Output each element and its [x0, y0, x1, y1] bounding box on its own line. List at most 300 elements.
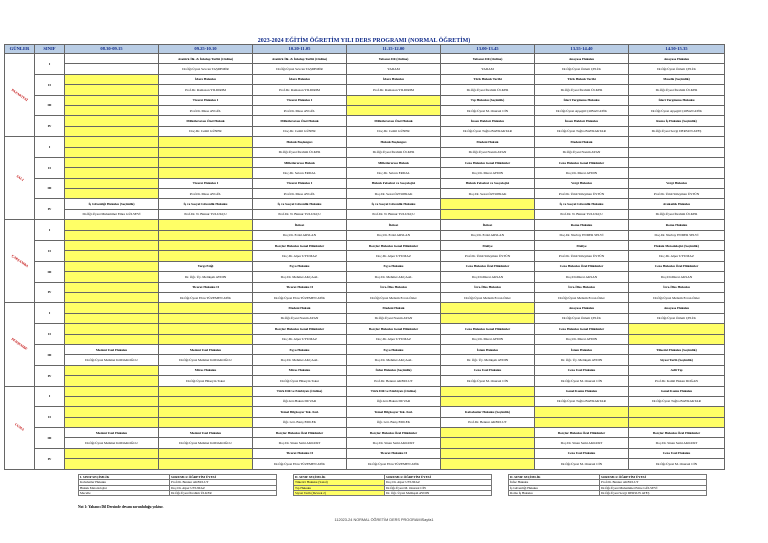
instructor-name: Doç.Dr. Sezai ÖZTOPRAK	[441, 189, 535, 199]
schedule-row	[5, 292, 725, 302]
schedule-row	[5, 178, 725, 188]
schedule-row	[5, 438, 725, 448]
course-name: Ceza Hukuku Özel Hükümler	[441, 261, 535, 271]
instructor-name: Dr.Öğr.Üyesi Tuğba BAYRAKTAR	[441, 126, 535, 136]
instructor-name: Doç.Dr. Selcen ERDAL	[347, 168, 441, 178]
instructor-name: Doç.Dr. Alper UYUMAZ	[629, 251, 725, 261]
instructor-name	[629, 334, 725, 344]
instructor-name	[159, 137, 253, 147]
course-name: Vergi Hukuku	[535, 178, 629, 188]
course-name: Ceza Usul Hukuku	[629, 448, 725, 458]
instructor-name: Dr.Öğr.Üyesi İbrahim ÜLKER	[441, 85, 535, 95]
course-name: Medeni Usul Hukuku	[159, 344, 253, 354]
instructor-name	[629, 137, 725, 147]
day-label	[5, 303, 35, 386]
course-name: İslam Hukuku	[441, 344, 535, 354]
instructor-name: Doç.Dr. Cemil GÜNER	[253, 126, 347, 136]
schedule-row	[5, 324, 725, 334]
instructor-name: YADAM	[347, 64, 441, 74]
course-name: İktisat	[441, 220, 535, 230]
instructor-name: Doç.Dr. Sinan Sami AKKURT	[629, 438, 725, 448]
course-name: Temel Bilgisayar Tek. Kul.	[253, 407, 347, 417]
schedule-row	[5, 417, 725, 427]
course-name: İş Güvenliği Hukuku (Seçimlik)	[65, 199, 159, 209]
course-name: Medeni Hukuk	[441, 137, 535, 147]
course-name: Avukatlık Hukuku	[629, 199, 725, 209]
schedule-table	[4, 44, 725, 470]
instructor-name	[441, 303, 535, 313]
instructor-name: Dr.Öğr.Üyesi Mehmet KODAKOĞLU	[65, 438, 159, 448]
course-name: İslam Hukuku	[535, 344, 629, 354]
instructor-name: Dr.Öğr.Üyesi Sevgi DERSUN ATEŞ	[629, 126, 725, 136]
course-name: Hukuk Felsefesi ve Sosyolojisi	[441, 178, 535, 188]
instructor-name: Dr. Öğr. Üy. Melikşah AYDIN	[159, 272, 253, 282]
legend-row	[79, 485, 707, 490]
course-name: Türk Hukuk Tarihi	[441, 74, 535, 84]
course-name: Temel Bilgisayar Tek. Kul.	[347, 407, 441, 417]
course-name: Ticaret Hukuku II	[159, 282, 253, 292]
legend-instructor: Dr.Öğr.Üyesi İbrahim ÜLKER	[170, 490, 277, 495]
instructor-name	[65, 282, 159, 292]
instructor-name: Prof.Dr. N. Binnur TULUKÇU	[535, 209, 629, 219]
instructor-name	[629, 168, 725, 178]
instructor-name: Dr.Öğr.Üyesi M. Onursal CİN	[441, 105, 535, 115]
instructor-name: Dr.Öğr.Üyesi Nazım AYAN	[535, 147, 629, 157]
legend-gap	[277, 490, 294, 495]
legend-course: Siyasi Tarih (Devrek 2)	[294, 490, 385, 495]
instructor-name	[65, 54, 159, 64]
course-name: Medeni Hukuk	[347, 303, 441, 313]
course-name: Milletlerarası Özel Hukuk	[347, 116, 441, 126]
elective-legend	[78, 474, 707, 496]
course-name: İdari Yargılama Hukuku	[629, 95, 725, 105]
instructor-name: Doç.Dr. Cemil GÜNER	[159, 126, 253, 136]
legend-instructor: Dr. Öğr. Üyesi Melikşah AYDIN	[385, 490, 492, 495]
instructor-name	[65, 95, 159, 105]
schedule-row	[5, 355, 725, 365]
instructor-name: Dr.Öğr.Üyesi Ayşegül ÇOBAN ATİK	[535, 105, 629, 115]
schedule-row	[5, 199, 725, 209]
instructor-name: Doç.Dr. Cemil GÜNER	[347, 126, 441, 136]
schedule-row	[5, 251, 725, 261]
day-name: PERŞEMBE	[10, 337, 29, 352]
instructor-name: Dr.Öğr.Üyesi Hüseyin Tokat	[253, 376, 347, 386]
schedule-row	[5, 157, 725, 167]
course-name: İcra-İflas Hukuku	[441, 282, 535, 292]
course-name: Ticaret Hukuku I	[159, 178, 253, 188]
day-label	[5, 137, 35, 220]
course-name: İş ve Sosyal Güvenlik Hukuku	[253, 199, 347, 209]
instructor-name: Prof.Dr. Ümit Süleyman ÜSTÜN	[535, 189, 629, 199]
course-name: İcra-İflas Hukuku	[535, 282, 629, 292]
instructor-name: Doç.Dr. Sinan Sami AKKURT	[347, 438, 441, 448]
course-name: İktisat	[347, 220, 441, 230]
legend-header: SORUMLU ÖĞRETİM ÜYESİ	[170, 475, 277, 480]
column-header: GÜNLER	[5, 45, 35, 54]
course-name: Milletlerarası Hukuk	[347, 157, 441, 167]
course-name: İş ve Sosyal Güvenlik Hukuku	[347, 199, 441, 209]
legend-instructor: Prof.Dr. Bennur AKBULUT	[600, 480, 707, 485]
instructor-name: Doç.Dr.Murat AKSAN	[629, 272, 725, 282]
instructor-name	[159, 334, 253, 344]
legend-row	[79, 480, 707, 485]
course-name: Anayasa Hukuku	[629, 303, 725, 313]
class-level: II	[35, 324, 65, 345]
day-label	[5, 54, 35, 137]
column-header: 09.25-10.10	[159, 45, 253, 54]
instructor-name: Dr.Öğr.Üyesi Meltem Ercan Özler	[347, 292, 441, 302]
legend-instructor: Doç.Dr. Alper UYUMAZ	[385, 480, 492, 485]
instructor-name	[65, 126, 159, 136]
schedule-row	[5, 137, 725, 147]
instructor-name: Dr.Öğr.Üyesi İbrahim ÜLKER	[629, 85, 725, 95]
course-name: Ceza Hukuku Genel Hükümler	[535, 157, 629, 167]
legend-instructor: Dr.Öğr.Üyesi Sevgi DERSUN ATEŞ	[600, 490, 707, 495]
course-name: İnfaz Hukuku (Seçimlik)	[347, 365, 441, 375]
instructor-name: Dr.Öğr.Üyesi Nazım AYAN	[253, 313, 347, 323]
instructor-name	[159, 303, 253, 313]
instructor-name	[441, 313, 535, 323]
course-name: Yargı Etiği	[159, 261, 253, 271]
schedule-row	[5, 189, 725, 199]
course-name: Eşya Hukuku	[347, 261, 441, 271]
instructor-name	[629, 407, 725, 417]
instructor-name	[347, 105, 441, 115]
instructor-name	[629, 417, 725, 427]
course-name: Borçlar Hukuku Özel Hükümler	[253, 428, 347, 438]
instructor-name	[159, 147, 253, 157]
instructor-name: Doç.Dr.Murat AKSAN	[441, 272, 535, 282]
course-name: Roma Hukuku	[629, 220, 725, 230]
instructor-name: Prof.Dr. Musa AYGÜL	[253, 105, 347, 115]
instructor-name	[65, 272, 159, 282]
instructor-name: Doç.Dr. Mehmet AKÇAAL	[347, 272, 441, 282]
course-name: Miras Hukuku	[253, 365, 347, 375]
instructor-name: YADAM	[441, 64, 535, 74]
instructor-name: Dr.Öğr.Üyesi Ebru TÜZEMEN ATİK	[347, 459, 441, 469]
schedule-row	[5, 344, 725, 354]
course-name: Yabancı Dil (Online)	[347, 54, 441, 64]
instructor-name	[65, 324, 159, 334]
instructor-name	[65, 417, 159, 427]
instructor-name: Prof.Dr. Ümit Süleyman ÜSTÜN	[629, 189, 725, 199]
instructor-name	[65, 241, 159, 251]
instructor-name: Dr.Öğr.Üyesi M. Onursal CİN	[535, 376, 629, 386]
instructor-name	[65, 448, 159, 458]
instructor-name: Doç.Dr. Selcen ERDAL	[253, 168, 347, 178]
class-level: IV	[35, 365, 65, 386]
instructor-name: Dr.Öğr.Üyesi Muhammet Emre GÜLSEVİ	[65, 209, 159, 219]
day-name: ÇARŞAMBA	[10, 253, 29, 269]
instructor-name: Doç.Dr.Murat AKSAN	[535, 272, 629, 282]
course-name: Medeni Hukuk	[253, 303, 347, 313]
class-level: II	[35, 74, 65, 95]
course-name: İdare Hukuku	[159, 74, 253, 84]
class-level: II	[35, 241, 65, 262]
instructor-name: Dr.Öğr.Üyesi Mehmet KODAKOĞLU	[159, 355, 253, 365]
instructor-name	[159, 407, 253, 417]
legend-instructor: Dr.Öğr.Üyesi M. Onursal CİN	[385, 485, 492, 490]
column-header: 14.50-15.35	[629, 45, 725, 54]
instructor-name	[65, 376, 159, 386]
legend-header: SORUMLU ÖĞRETİM ÜYESİ	[385, 475, 492, 480]
instructor-name	[347, 95, 441, 105]
course-name: İcra-İflas Hukuku	[629, 282, 725, 292]
instructor-name	[441, 396, 535, 406]
instructor-name	[65, 396, 159, 406]
course-name: Milletlerarası Hukuk	[253, 157, 347, 167]
instructor-name: Dr.Öğr.Üyesi M. Onursal CİN	[629, 459, 725, 469]
class-level: I	[35, 220, 65, 241]
instructor-name	[159, 251, 253, 261]
course-name: Türk Dili ve Edebiyatı (Online)	[253, 386, 347, 396]
instructor-name: Öğr. Gör. Barış EMLEK	[347, 417, 441, 427]
legend-instructor: Doç.Dr. Alper UYUMAZ	[170, 485, 277, 490]
instructor-name	[65, 303, 159, 313]
class-level: I	[35, 54, 65, 75]
instructor-name: Dr.Öğr.Üyesi Özlem ÇELİK	[629, 64, 725, 74]
schedule-row	[5, 116, 725, 126]
instructor-name	[159, 386, 253, 396]
course-name: Medeni Hukuk	[535, 137, 629, 147]
course-name: İş ve Sosyal Güvenlik Hukuku	[159, 199, 253, 209]
instructor-name: Dr. Öğr. Üy. Melikşah AYDIN	[441, 355, 535, 365]
instructor-name	[629, 147, 725, 157]
course-name: Ticaret Hukuku II	[253, 282, 347, 292]
day-label	[5, 220, 35, 303]
instructor-name	[441, 459, 535, 469]
course-name: Meselle (Seçimlik)	[629, 74, 725, 84]
instructor-name	[159, 324, 253, 334]
course-name: Ticaret Hukuku I	[253, 95, 347, 105]
schedule-row	[5, 376, 725, 386]
course-name: İdare Hukuku	[253, 74, 347, 84]
course-name: Tıp Hukuku (Seçimlik)	[441, 95, 535, 105]
course-name: Borçlar Hukuku Genel Hükümler	[347, 324, 441, 334]
instructor-name: Doç.Dr. Murat AYDIN	[441, 168, 535, 178]
instructor-name: Prof.Dr. N. Binnur TULUKÇU	[253, 209, 347, 219]
legend-header: II. SINIF SEÇİMLİK	[294, 475, 385, 480]
instructor-name	[159, 220, 253, 230]
instructor-name	[441, 438, 535, 448]
schedule-row	[5, 448, 725, 458]
class-level: III	[35, 95, 65, 116]
instructor-name: Prof.Dr. Ümit Süleyman ÜSTÜN	[441, 251, 535, 261]
legend-row	[79, 490, 707, 495]
course-name: Borçlar Hukuku Genel Hükümler	[347, 241, 441, 251]
course-name: Ticaret Hukuku I	[159, 95, 253, 105]
column-header: SINIF	[35, 45, 65, 54]
note: Not 1: Yabancı Dil Dersinde devam zorunluluğu yoktur.	[78, 505, 164, 509]
instructor-name: Öğr.Gör.Hakan DUVAR	[253, 396, 347, 406]
legend-header: I. SINIF SEÇİMLİK	[79, 475, 170, 480]
instructor-name	[65, 230, 159, 240]
legend-course: Tüketici Hukuku (Sanal)	[294, 480, 385, 485]
instructor-name	[65, 386, 159, 396]
course-name: Borçlar Hukuku Genel Hükümler	[253, 324, 347, 334]
instructor-name	[65, 85, 159, 95]
instructor-name	[441, 386, 535, 396]
instructor-name: Doç.Dr. Alper UYUMAZ	[347, 251, 441, 261]
instructor-name: Dr.Öğr.Üyesi Tuğba BAYRAKTAR	[629, 396, 725, 406]
instructor-name: Dr.Öğr.Üyesi İbrahim ÜLKER	[253, 147, 347, 157]
instructor-name: Doç.Dr. Murat AYDIN	[441, 334, 535, 344]
class-level: III	[35, 178, 65, 199]
instructor-name	[65, 105, 159, 115]
legend-course: Hukuk Metodolojisi	[79, 485, 170, 490]
instructor-name: Prof.Dr. Ümit Süleyman ÜSTÜN	[535, 251, 629, 261]
legend-course: İş Güvenliği Hukuku	[509, 485, 600, 490]
course-name: Ceza Usul Hukuku	[535, 448, 629, 458]
instructor-name	[65, 220, 159, 230]
instructor-name: Öğr. Gör. Barış EMLEK	[253, 417, 347, 427]
instructor-name	[65, 334, 159, 344]
course-name: Ceza Hukuku Genel Hükümler	[441, 157, 535, 167]
instructor-name: Doç.Dr. Alper UYUMAZ	[347, 334, 441, 344]
instructor-name: Doç.Dr. Mehmet AKÇAAL	[253, 355, 347, 365]
course-name: Eşya Hukuku	[253, 344, 347, 354]
schedule-row	[5, 105, 725, 115]
course-name: Genel Kamu Hukuku	[629, 386, 725, 396]
instructor-name	[629, 324, 725, 334]
course-name: Ticaret Hukuku II	[253, 448, 347, 458]
instructor-name	[629, 157, 725, 167]
legend-header: II. SINIF SEÇİMLİK	[509, 475, 600, 480]
course-name: Kabahatler Hukuku (Seçimlik)	[441, 407, 535, 417]
column-header: 13.00-13.45	[441, 45, 535, 54]
instructor-name	[159, 157, 253, 167]
schedule-row	[5, 220, 725, 230]
course-name: Adli Tıp	[629, 365, 725, 375]
column-header: 08.30-09.15	[65, 45, 159, 54]
instructor-name: Dr.Öğr.Üyesi Meltem Ercan Özler	[629, 292, 725, 302]
day-name: SALI	[15, 174, 24, 183]
legend-row	[79, 475, 707, 480]
instructor-name: Prof.Dr. Bennur AKBULUT	[441, 417, 535, 427]
instructor-name: Dr.Öğr.Üyesi Özlem ÇELİK	[535, 64, 629, 74]
schedule-row	[5, 147, 725, 157]
course-name: Eşya Hukuku	[347, 344, 441, 354]
instructor-name: Doç.Dr. Nurbay ENDER SELVİ	[629, 230, 725, 240]
class-level: I	[35, 137, 65, 158]
schedule-row	[5, 261, 725, 271]
course-name: Maliye	[535, 241, 629, 251]
instructor-name	[535, 407, 629, 417]
course-name: Hukuk Felsefesi ve Sosyolojisi	[347, 178, 441, 188]
instructor-name: Prof.Dr. Ramazan YILDIRIM	[253, 85, 347, 95]
schedule-row	[5, 241, 725, 251]
legend-course: İnfaz Hukuku	[509, 480, 600, 485]
schedule-row	[5, 303, 725, 313]
instructor-name: Doç.Dr. Nurbay ENDER SELVİ	[535, 230, 629, 240]
schedule-row	[5, 386, 725, 396]
instructor-name: Dr.Öğr.Üyesi Sevcan TAŞDEMİR	[159, 64, 253, 74]
course-name: Yabancı Dil (Online)	[441, 54, 535, 64]
course-name: Milletlerarası Özel Hukuk	[253, 116, 347, 126]
legend-gap	[492, 490, 509, 495]
column-header: 10.20-11.05	[253, 45, 347, 54]
course-name: Eşya Hukuku	[253, 261, 347, 271]
header-row	[5, 45, 725, 54]
instructor-name	[159, 230, 253, 240]
page-footer: 112023-24 NORMAL ÖĞRETİM DERS PROGRAMISayfa1	[334, 518, 434, 522]
course-name: Maliye	[441, 241, 535, 251]
instructor-name: Öğr.Gör.Hakan DUVAR	[347, 396, 441, 406]
course-name: Borçlar Hukuku Özel Hükümler	[535, 428, 629, 438]
instructor-name: Doç.Dr. Mehmet AKÇAAL	[347, 355, 441, 365]
course-name: Atatürk İlk. & İnkılap Tarihi (Online)	[253, 54, 347, 64]
day-name: CUMA	[14, 422, 26, 433]
instructor-name: Doç.Dr. Sinan Sami AKKURT	[253, 438, 347, 448]
course-name: İdari Yargılama Hukuku	[535, 95, 629, 105]
class-level: II	[35, 157, 65, 178]
instructor-name: Dr.Öğr.Üyesi Meltem Ercan Özler	[535, 292, 629, 302]
instructor-name: Prof.Dr. Kamil Hakan DOĞAN	[629, 376, 725, 386]
column-header: 11.15-12.00	[347, 45, 441, 54]
class-level: I	[35, 386, 65, 407]
course-name: Genel Kamu Hukuku	[535, 386, 629, 396]
schedule-row	[5, 85, 725, 95]
course-name: Siyasi Tarih (Seçimlik)	[629, 355, 725, 365]
instructor-name: Prof.Dr. Bennur AKBULUT	[347, 376, 441, 386]
instructor-name: Prof.Dr. N. Binnur TULUKÇU	[159, 209, 253, 219]
instructor-name	[65, 116, 159, 126]
instructor-name	[65, 74, 159, 84]
instructor-name	[159, 168, 253, 178]
instructor-name	[65, 251, 159, 261]
instructor-name: Dr.Öğr.Üyesi Tuğba BAYRAKTAR	[535, 396, 629, 406]
instructor-name: Dr.Öğr.Üyesi Özlem ÇELİK	[535, 313, 629, 323]
instructor-name: Dr.Öğr.Üyesi Mehmet KODAKOĞLU	[65, 355, 159, 365]
legend-header: SORUMLU ÖĞRETİM ÜYESİ	[600, 475, 707, 480]
class-level: IV	[35, 199, 65, 220]
instructor-name: Dr.Öğr.Üyesi Hüseyin Tokat	[159, 376, 253, 386]
schedule-row	[5, 282, 725, 292]
instructor-name: Doç.Dr. Erdal ARSLAN	[347, 230, 441, 240]
course-name: İş ve Sosyal Güvenlik Hukuku	[535, 199, 629, 209]
instructor-name	[441, 199, 535, 209]
day-name: PAZARTESİ	[10, 87, 29, 103]
legend-course: Tıp Hukuku	[294, 485, 385, 490]
instructor-name	[65, 64, 159, 74]
day-label	[5, 386, 35, 469]
schedule-row	[5, 459, 725, 469]
legend-instructor: Dr.Öğr.Üyesi Muhammet Emre GÜLSEVİ	[600, 485, 707, 490]
instructor-name: Prof.Dr. Musa AYGÜL	[159, 189, 253, 199]
course-name: Ceza Usul Hukuku	[441, 365, 535, 375]
legend-course: Mecelle	[79, 490, 170, 495]
instructor-name: Prof.Dr. Ramazan YILDIRIM	[347, 85, 441, 95]
instructor-name: Dr.Öğr.Üyesi Nazım AYAN	[347, 313, 441, 323]
schedule-row	[5, 365, 725, 375]
instructor-name: Dr.Öğr.Üyesi Meltem Ercan Özler	[441, 292, 535, 302]
instructor-name	[65, 178, 159, 188]
course-name: Tüketici Hukuku (Seçimlik)	[629, 344, 725, 354]
instructor-name	[65, 365, 159, 375]
instructor-name: Doç.Dr. Murat AYDIN	[535, 168, 629, 178]
instructor-name	[65, 147, 159, 157]
course-name: Atatürk İlk. & İnkılap Tarihi (Online)	[159, 54, 253, 64]
legend-instructor: Prof.Dr. Bennur AKBULUT	[170, 480, 277, 485]
instructor-name	[159, 396, 253, 406]
course-name: Borçlar Hukuku Özel Hükümler	[629, 428, 725, 438]
instructor-name: Prof.Dr. Musa AYGÜL	[159, 105, 253, 115]
instructor-name: Dr.Öğr.Üyesi Nazım AYAN	[441, 147, 535, 157]
instructor-name: Dr.Öğr.Üyesi İbrahim ÜLKER	[347, 147, 441, 157]
course-name: Borçlar Hukuku Özel Hükümler	[347, 428, 441, 438]
instructor-name: Dr.Öğr.Üyesi Özlem ÇELİK	[629, 313, 725, 323]
course-name: Ceza Hukuku Genel Hükümler	[441, 324, 535, 334]
